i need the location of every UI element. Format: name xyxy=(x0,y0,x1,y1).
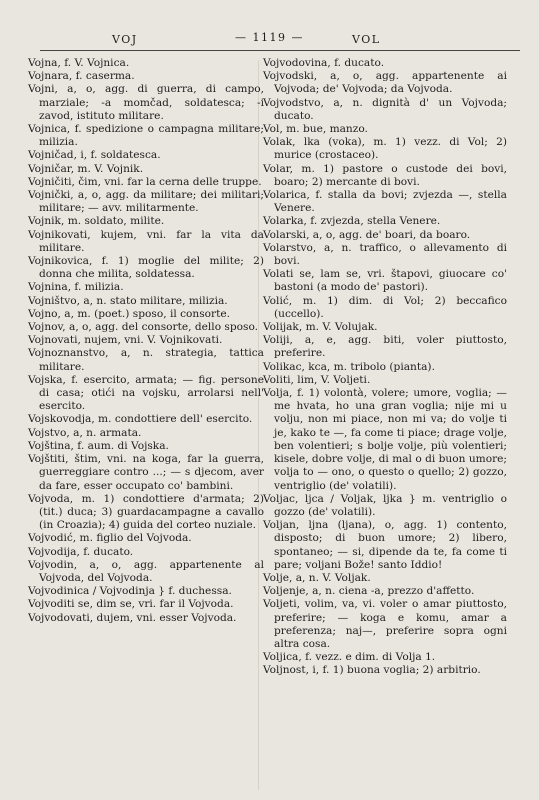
entry: Vojvodovati, dujem, vni. esser Vojvoda. xyxy=(28,611,237,624)
entry: Volijak, m. V. Volujak. xyxy=(263,321,378,334)
entry: Vojni, a, o, agg. di guerra, di campo, marziale; -a momčad, soldatesca; -i zavod, istituto militare. xyxy=(28,83,264,122)
entry: Vol, m. bue, manzo. xyxy=(263,123,368,136)
entry: Vojvodski, a, o, agg. appartenente ai Vojvoda; de' Vojvoda; da Vojvoda. xyxy=(263,70,507,96)
entry: Vojnica, f. spedizione o campagna militare; milizia. xyxy=(28,123,264,149)
entry: Vojvodovina, f. ducato. xyxy=(263,57,385,69)
entry: Vojvoditi se, dim se, vri. far il Vojvoda. xyxy=(28,598,234,611)
entry: Vojnov, a, o, agg. del consorte, dello sposo. xyxy=(28,321,259,334)
running-head-right: VOL xyxy=(352,33,381,46)
entry: Vojnara, f. caserma. xyxy=(28,70,135,83)
entry: Vojnički, a, o, agg. da militare; dei militari; militare; — avv. militarmente. xyxy=(28,189,264,215)
entry: Vojvodinica / Vojvodinja } f. duchessa. xyxy=(28,585,232,598)
entry: Voliti, lim, V. Volјeti. xyxy=(263,373,371,386)
entry: Vojstvo, a, n. armata. xyxy=(28,426,142,439)
left-column xyxy=(28,57,264,625)
entry: Volikac, kca, m. tribolo (pianta). xyxy=(263,360,435,373)
running-head-left: VOJ xyxy=(112,33,138,46)
right-column xyxy=(263,57,507,678)
entry: Vojštiti, štim, vni. na koga, far la guerra, guerreggiare contro ...; — s djecom, aver da fare, esser occupato co' bambini. xyxy=(28,453,264,492)
entry: Volar, m. 1) pastore o custode dei bovi, boaro; 2) mercante di bovi. xyxy=(263,162,507,188)
entry: Vojnik, m. soldato, milite. xyxy=(28,215,165,228)
entry: Volje, a, n. V. Voljak. xyxy=(263,571,371,584)
header-rule xyxy=(40,50,520,51)
entry: Vojničiti, čim, vni. far la cerna delle truppe. xyxy=(28,175,262,188)
entry: Vojna, f. V. Vojnica. xyxy=(28,57,130,69)
entry: Volarica, f. stalla da bovi; zvjezda —, stella Venere. xyxy=(263,189,507,215)
entry: Volarski, a, o, agg. de' boari, da boaro. xyxy=(263,228,471,241)
entry: Vojnikovica, f. 1) moglie del milite; 2) donna che milita, soldatessa. xyxy=(28,255,264,281)
entry: Vojničar, m. V. Vojnik. xyxy=(28,162,144,175)
entry: Vojnina, f. milizia. xyxy=(28,281,124,294)
entry: Vojvodin, a, o, agg. appartenente al Vojvoda, del Vojvoda. xyxy=(28,558,264,584)
entry: Vojno, a, m. (poet.) sposo, il consorte. xyxy=(28,307,230,320)
page-number: — 1119 — xyxy=(235,31,304,44)
entry: Vojvodija, f. ducato. xyxy=(28,545,134,558)
entry: Volarka, f. zvjezda, stella Venere. xyxy=(263,215,441,228)
entry: Voljeti, volim, va, vi. voler o amar piuttosto, preferire; — koga e komu, amar a preferenza; naj—, preferire sopra ogni altra cosa. xyxy=(263,598,507,650)
entry: Voljenje, a, n. ciena -a, prezzo d'affetto. xyxy=(263,585,475,598)
entry: Vojnikovati, kujem, vni. far la vita da militare. xyxy=(28,228,264,254)
entry: Vojničad, i, f. soldatesca. xyxy=(28,149,161,162)
entry: Vojvoda, m. 1) condottiere d'armata; 2) (tit.) duca; 3) guardacampagne a cavallo (in Croazia); 4) guida del corteo nuziale. xyxy=(28,492,264,532)
entry: Volić, m. 1) dim. di Vol; 2) beccafico (uccello). xyxy=(263,294,507,320)
entry: Vojnovati, nujem, vni. V. Vojnikovati. xyxy=(28,334,223,347)
entry: Voliji, a, e, agg. biti, voler piuttosto, preferire. xyxy=(263,334,507,360)
entry: Vojska, f. esercito, armata; — fig. persone di casa; otići na vojsku, arrolarsi nell' esercito. xyxy=(28,373,264,413)
entry: Volarstvo, a, n. traffico, o allevamento di bovi. xyxy=(263,241,507,268)
entry: Vojskovodja, m. condottiere dell' esercito. xyxy=(28,413,253,426)
entry: Voljan, ljna (ljana), o, agg. 1) contento, disposto; di buon umore; 2) libero, spontaneo; — si, dipende da te, fa come ti pare; voljani Bože! santo Iddio! xyxy=(263,519,507,571)
entry: Voljnost, i, f. 1) buona voglia; 2) arbitrio. xyxy=(263,664,481,677)
entry: Volja, f. 1) volontà, volere; umore, voglia; — me hvata, ho una gran voglia; nije mi u volju, non mi piace, non mi va; do volje ti je, kako te —, fa come ti piace; drage volje, ben volentieri; s bolje volje, più volentieri; kisele, dobre volje, di mal o di buon umore; volja to — ono, o questo o quello; 2) gozzo, ventriglio (de' volatili). xyxy=(263,387,507,492)
entry: Vojština, f. aum. di Vojska. xyxy=(28,439,169,452)
entry: Voljica, f. vezz. e dim. di Volja 1. xyxy=(263,651,436,664)
entry: Voljac, ljca / Voljak, ljka } m. ventriglio o gozzo (de' volatili). xyxy=(263,492,507,518)
entry: Vojvodić, m. figlio del Vojvoda. xyxy=(28,532,192,545)
entry: Volati se, lam se, vri. štapovi, giuocare co' bastoni (a modo de' pastori). xyxy=(263,268,507,294)
entry: Volak, lka (voka), m. 1) vezz. di Vol; 2) murice (crostaceo). xyxy=(263,136,507,162)
entry: Vojvodstvo, a, n. dignità d' un Vojvoda; ducato. xyxy=(263,96,507,122)
entry: Vojnoznanstvo, a, n. strategia, tattica militare. xyxy=(28,347,264,373)
entry: Vojništvo, a, n. stato militare, milizia. xyxy=(28,294,228,307)
